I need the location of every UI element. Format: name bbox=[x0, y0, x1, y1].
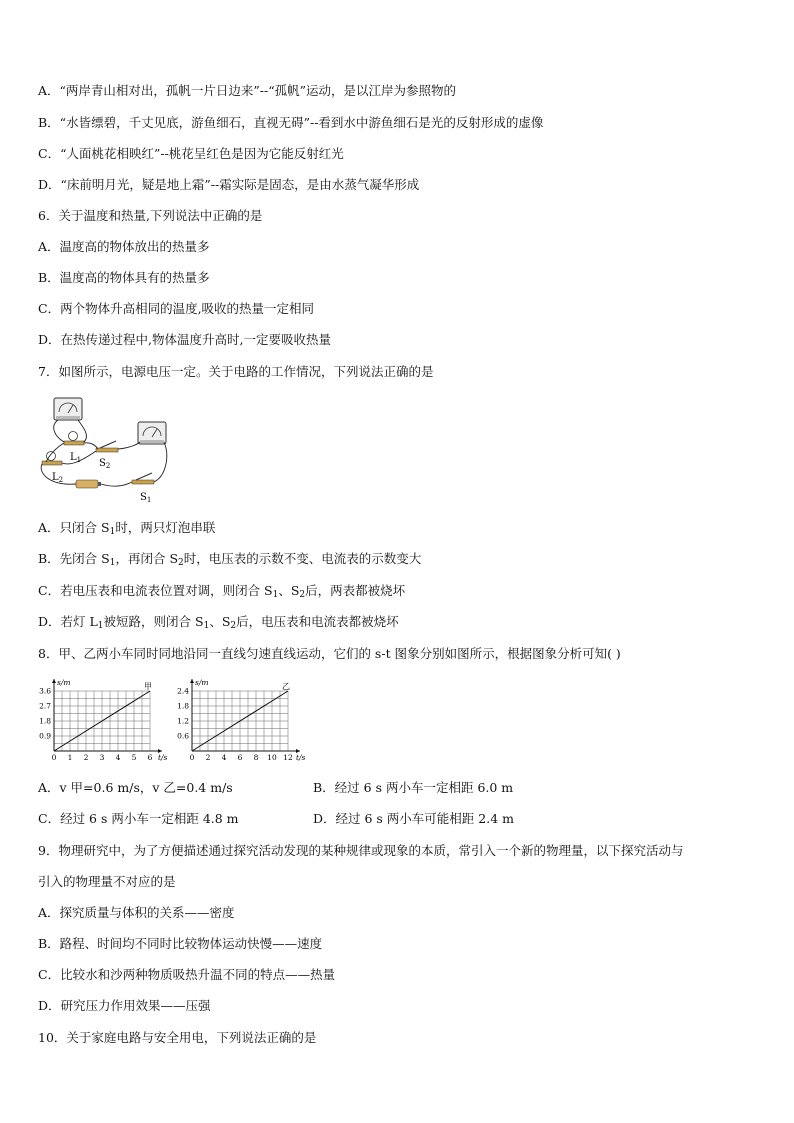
q5-option-d: D．“床前明月光，疑是地上霜”--霜实际是固态，是由水蒸气凝华形成 bbox=[38, 177, 420, 192]
y-tick-label: 0.6 bbox=[177, 731, 189, 741]
y-axis-label: s/m bbox=[57, 678, 71, 687]
switch-s2-icon bbox=[96, 441, 118, 452]
q9-stem-line2: 引入的物理量不对应的是 bbox=[38, 874, 176, 889]
y-tick-label: 1.8 bbox=[39, 716, 51, 726]
x-tick-label: 0 bbox=[189, 753, 195, 762]
q6-option-a: A．温度高的物体放出的热量多 bbox=[38, 239, 210, 254]
y-tick-label: 1.2 bbox=[177, 716, 189, 726]
q5-option-a: A．“两岸青山相对出，孤帆一片日边来”--“孤帆”运动，是以江岸为参照物的 bbox=[38, 83, 457, 98]
bulb-l1-icon bbox=[64, 432, 84, 446]
x-tick-label: 6 bbox=[147, 753, 153, 762]
q8-option-d: D．经过 6 s 两小车可能相距 2.4 m bbox=[313, 811, 514, 826]
x-tick-label: 4 bbox=[115, 753, 121, 762]
x-tick-label: 10 bbox=[267, 753, 277, 762]
switch-s1-icon bbox=[132, 473, 154, 484]
x-tick-label: 1 bbox=[67, 753, 73, 762]
label-s1: $S_1$ bbox=[140, 492, 152, 504]
voltmeter-icon bbox=[54, 398, 82, 420]
y-axis-arrow bbox=[52, 679, 56, 683]
q7-option-c: C．若电压表和电流表位置对调，则闭合 $S_1$、$S_2$后，两表都被烧坏 bbox=[38, 583, 406, 600]
x-tick-label: 5 bbox=[131, 753, 137, 762]
x-tick-label: 4 bbox=[221, 753, 227, 762]
q10-stem: 10．关于家庭电路与安全用电，下列说法正确的是 bbox=[38, 1030, 317, 1045]
q9-stem-line1: 9．物理研究中，为了方便描述通过探究活动发现的某种规律或现象的本质，常引入一个新的物理量，以下探究活动与 bbox=[38, 843, 684, 858]
q8-option-a: A．v 甲=0.6 m/s，v 乙=0.4 m/s bbox=[38, 780, 233, 795]
x-tick-label: 3 bbox=[99, 753, 105, 762]
circuit-diagram bbox=[40, 396, 170, 508]
q9-option-c: C．比较水和沙两种物质吸热升温不同的特点——热量 bbox=[38, 967, 336, 982]
y-tick-label: 0.9 bbox=[39, 731, 51, 741]
y-tick-label: 3.6 bbox=[39, 686, 51, 696]
y-axis-arrow bbox=[190, 679, 194, 683]
series-title: 甲 bbox=[144, 682, 152, 691]
q5-option-b: B．“水皆缥碧，千丈见底，游鱼细石，直视无碍”--看到水中游鱼细石是光的反射形成的虚像 bbox=[38, 115, 544, 130]
label-s2: $S_2$ bbox=[99, 458, 111, 470]
q7-option-a: A．只闭合 $S_1$时，两只灯泡串联 bbox=[38, 520, 216, 537]
series-title: 乙 bbox=[282, 682, 290, 691]
y-tick-label: 2.7 bbox=[39, 701, 51, 711]
q7-option-d: D．若灯 $L_1$被短路，则闭合 $S_1$、$S_2$后，电压表和电流表都被烧坏 bbox=[38, 614, 399, 631]
x-axis-label: t/s bbox=[158, 753, 168, 762]
q6-stem: 6．关于温度和热量,下列说法中正确的是 bbox=[38, 208, 263, 223]
q9-option-d: D．研究压力作用效果——压强 bbox=[38, 998, 211, 1013]
q6-option-d: D．在热传递过程中,物体温度升高时,一定要吸收热量 bbox=[38, 332, 331, 347]
x-tick-label: 0 bbox=[51, 753, 57, 762]
battery-icon bbox=[76, 480, 101, 488]
q7-option-b: B．先闭合 $S_1$，再闭合 $S_2$时，电压表的示数不变、电流表的示数变大 bbox=[38, 551, 422, 568]
q9-option-a: A．探究质量与体积的关系——密度 bbox=[38, 905, 235, 920]
q8-stem: 8．甲、乙两小车同时同地沿同一直线匀速直线运动，它们的 s-t 图象分别如图所示，根据图象分析可知( ) bbox=[38, 646, 621, 661]
label-l1: $L_1$ bbox=[70, 452, 82, 464]
x-tick-label: 12 bbox=[283, 753, 293, 762]
y-tick-label: 1.8 bbox=[177, 701, 189, 711]
x-tick-label: 2 bbox=[205, 753, 211, 762]
q8-option-c: C．经过 6 s 两小车一定相距 4.8 m bbox=[38, 811, 239, 826]
q8-option-b: B．经过 6 s 两小车一定相距 6.0 m bbox=[313, 780, 514, 795]
ammeter-icon bbox=[138, 422, 166, 444]
st-chart-jia bbox=[30, 673, 170, 769]
q6-option-b: B．温度高的物体具有的热量多 bbox=[38, 270, 210, 285]
st-chart-yi bbox=[168, 673, 308, 769]
q6-option-c: C．两个物体升高相同的温度,吸收的热量一定相同 bbox=[38, 301, 315, 316]
x-tick-label: 6 bbox=[237, 753, 243, 762]
y-tick-label: 2.4 bbox=[177, 686, 189, 696]
q9-option-b: B．路程、时间均不同时比较物体运动快慢——速度 bbox=[38, 936, 323, 951]
x-axis-label: t/s bbox=[296, 753, 306, 762]
label-l2: $L_2$ bbox=[52, 472, 64, 484]
q7-stem: 7．如图所示，电源电压一定。关于电路的工作情况，下列说法正确的是 bbox=[38, 364, 434, 379]
q5-option-c: C．“人面桃花相映红”--桃花呈红色是因为它能反射红光 bbox=[38, 146, 344, 161]
x-tick-label: 2 bbox=[83, 753, 89, 762]
y-axis-label: s/m bbox=[195, 678, 209, 687]
x-tick-label: 8 bbox=[253, 753, 259, 762]
